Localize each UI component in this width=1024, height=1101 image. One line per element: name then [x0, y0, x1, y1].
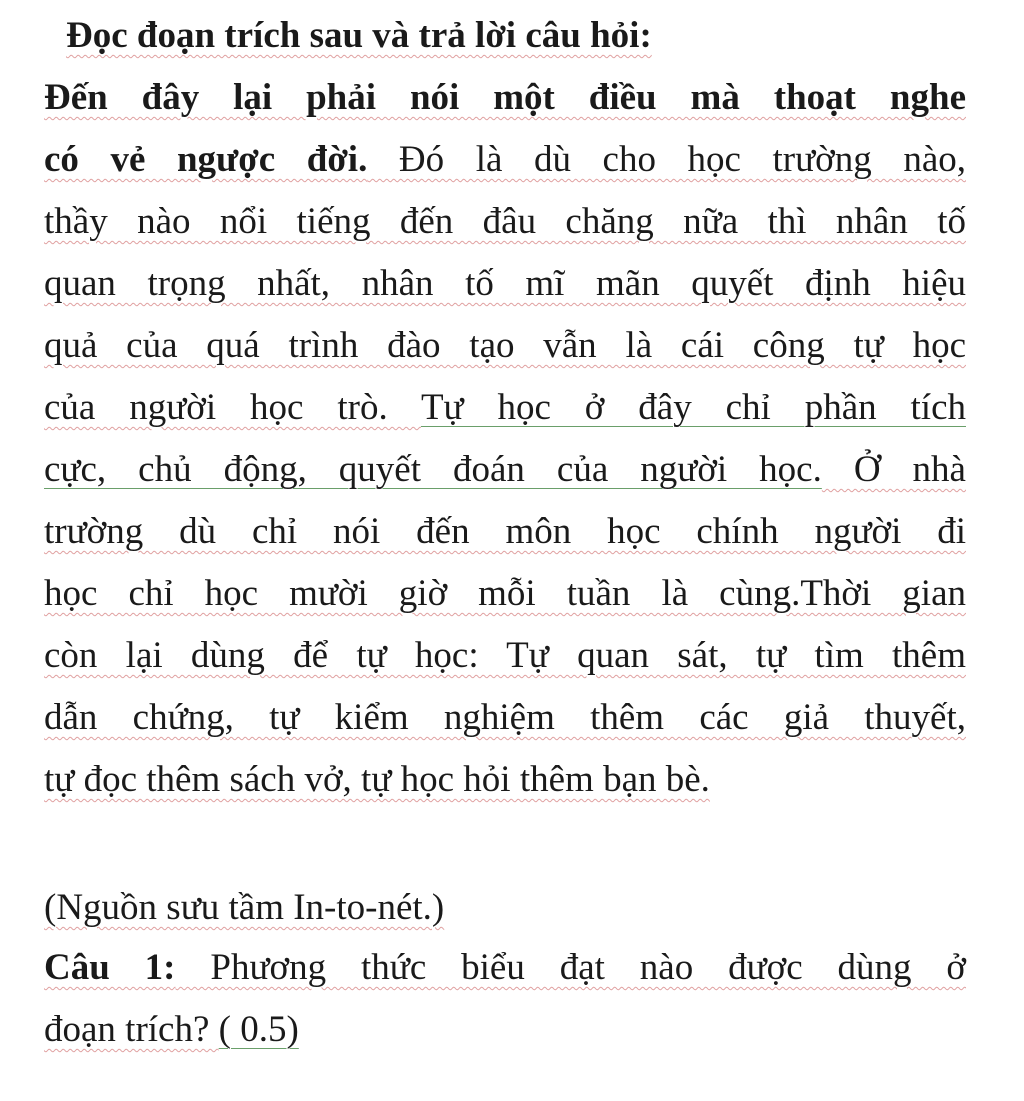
- passage-line-2-rest: Đó là dù cho học trường nào,: [367, 139, 966, 180]
- instruction-heading: [66, 14, 652, 58]
- passage-text: tự đọc thêm sách vở, tự học hỏi thêm bạn bè.: [44, 759, 710, 800]
- passage-line-9: [44, 572, 966, 616]
- question-line-2: [44, 1008, 299, 1052]
- passage-text: dẫn chứng, tự kiểm nghiệm thêm các giả thuyết,: [44, 697, 966, 738]
- passage-line-4: [44, 262, 966, 306]
- passage-lead-bold-1: Đến đây lại phải nói một điều mà thoạt nghe: [44, 77, 966, 118]
- passage-line-1: [44, 76, 966, 120]
- question-text: đoạn trích?: [44, 1009, 219, 1050]
- passage-text-highlighted: Tự học ở đây chỉ phần tích: [420, 387, 966, 428]
- question-text: Phương thức biểu đạt nào được dùng ở: [175, 947, 967, 988]
- passage-text: trường dù chỉ nói đến môn học chính người đi: [44, 511, 966, 552]
- passage-text: còn lại dùng để tự học: Tự quan sát, tự tìm thêm: [44, 635, 966, 676]
- passage-line-10: [44, 634, 966, 678]
- passage-line-11: [44, 696, 966, 740]
- passage-line-7: [44, 448, 966, 492]
- question-label: Câu 1:: [44, 947, 176, 988]
- passage-text: học chỉ học mười giờ mỗi tuần là cùng.Thời gian: [44, 573, 966, 614]
- passage-text-highlighted: cực, chủ động, quyết đoán của người học.: [44, 449, 822, 490]
- passage-line-12: [44, 758, 710, 802]
- passage-line-2: [44, 138, 966, 182]
- passage-line-5: [44, 324, 966, 368]
- passage-line-8: [44, 510, 966, 554]
- passage-text: Ở nhà: [821, 449, 966, 490]
- passage-text: quả của quá trình đào tạo vẫn là cái công tự học: [44, 325, 966, 366]
- source-text: (Nguồn sưu tầm In-to-nét.): [44, 887, 445, 928]
- passage-line-3: [44, 200, 966, 244]
- passage-lead-bold-2: có vẻ ngược đời.: [44, 139, 368, 180]
- question-line-1: [44, 946, 966, 990]
- source-note: [44, 886, 444, 930]
- heading-text: Đọc đoạn trích sau và trả lời câu hỏi:: [66, 15, 652, 56]
- passage-line-6: [44, 386, 966, 430]
- passage-text: quan trọng nhất, nhân tố mĩ mãn quyết định hiệu: [44, 263, 966, 304]
- question-points: ( 0.5): [218, 1009, 299, 1050]
- passage-text: thầy nào nổi tiếng đến đâu chăng nữa thì nhân tố: [44, 201, 966, 242]
- passage-text: của người học trò.: [44, 387, 421, 428]
